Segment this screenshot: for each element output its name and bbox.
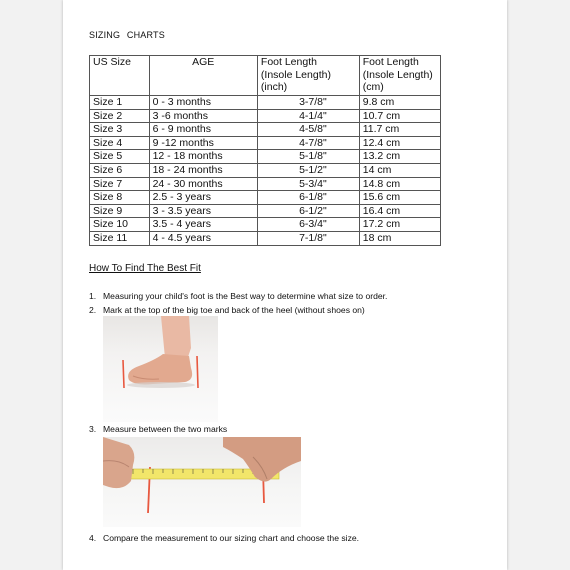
- table-row: [90, 109, 441, 123]
- cell-size: Size 1: [90, 96, 150, 110]
- cell-size: Size 4: [90, 136, 150, 150]
- cell-inch: 3-7/8": [257, 96, 359, 110]
- table-row: [90, 96, 441, 110]
- cell-inch: 6-3/4": [257, 218, 359, 232]
- cell-size: Size 3: [90, 123, 150, 137]
- step-number: 2.: [89, 305, 97, 315]
- cell-inch: 6-1/2": [257, 204, 359, 218]
- cell-inch: 4-1/4": [257, 109, 359, 123]
- step-number: 4.: [89, 533, 97, 543]
- step-text: Measure between the two marks: [103, 424, 228, 434]
- cell-cm: 12.4 cm: [359, 136, 440, 150]
- cell-cm: 17.2 cm: [359, 218, 440, 232]
- tape-measure-illustration: [103, 437, 301, 527]
- cell-size: Size 10: [90, 218, 150, 232]
- cell-age: 12 - 18 months: [149, 150, 257, 164]
- cell-inch: 5-1/8": [257, 150, 359, 164]
- document-page: [63, 0, 507, 570]
- step-text: Compare the measurement to our sizing chart and choose the size.: [103, 533, 360, 543]
- table-row: [90, 163, 441, 177]
- cell-cm: 13.2 cm: [359, 150, 440, 164]
- step-number: 3.: [89, 424, 97, 434]
- step-3: [89, 424, 227, 434]
- tape-measure-photo: [103, 437, 301, 527]
- cell-size: Size 11: [90, 231, 150, 245]
- cell-age: 3 - 3.5 years: [149, 204, 257, 218]
- cell-cm: 15.6 cm: [359, 191, 440, 205]
- cell-cm: 18 cm: [359, 231, 440, 245]
- cell-age: 0 - 3 months: [149, 96, 257, 110]
- cell-inch: 7-1/8": [257, 231, 359, 245]
- step-number: 1.: [89, 291, 97, 301]
- foot-marking-photo: [103, 316, 218, 422]
- table-row: [90, 136, 441, 150]
- cell-age: 4 - 4.5 years: [149, 231, 257, 245]
- step-4: [89, 533, 359, 543]
- header-us-size: US Size: [90, 56, 150, 96]
- cell-size: Size 9: [90, 204, 150, 218]
- cell-age: 2.5 - 3 years: [149, 191, 257, 205]
- foot-illustration: [103, 316, 218, 422]
- cell-age: 3 -6 months: [149, 109, 257, 123]
- cell-size: Size 5: [90, 150, 150, 164]
- step-text: Measuring your child's foot is the Best way to determine what size to order.: [103, 291, 388, 301]
- sizing-table: [89, 55, 441, 246]
- table-row: [90, 231, 441, 245]
- cell-age: 18 - 24 months: [149, 163, 257, 177]
- cell-inch: 4-7/8": [257, 136, 359, 150]
- cell-inch: 6-1/8": [257, 191, 359, 205]
- step-2: [89, 305, 365, 315]
- cell-cm: 14.8 cm: [359, 177, 440, 191]
- cell-cm: 10.7 cm: [359, 109, 440, 123]
- cell-cm: 9.8 cm: [359, 96, 440, 110]
- table-row: [90, 218, 441, 232]
- table-row: [90, 204, 441, 218]
- header-foot-length-cm: Foot Length (Insole Length) (cm): [359, 56, 440, 96]
- cell-inch: 5-1/2": [257, 163, 359, 177]
- cell-size: Size 2: [90, 109, 150, 123]
- step-1: [89, 291, 387, 301]
- cell-age: 9 -12 months: [149, 136, 257, 150]
- cell-cm: 14 cm: [359, 163, 440, 177]
- header-age: AGE: [149, 56, 257, 96]
- cell-size: Size 7: [90, 177, 150, 191]
- best-fit-heading: How To Find The Best Fit: [89, 263, 201, 274]
- cell-cm: 11.7 cm: [359, 123, 440, 137]
- cell-inch: 5-3/4": [257, 177, 359, 191]
- table-row: [90, 177, 441, 191]
- cell-inch: 4-5/8": [257, 123, 359, 137]
- cell-age: 6 - 9 months: [149, 123, 257, 137]
- step-text: Mark at the top of the big toe and back of the heel (without shoes on): [103, 305, 365, 315]
- cell-size: Size 6: [90, 163, 150, 177]
- cell-size: Size 8: [90, 191, 150, 205]
- document-title: SIZING CHARTS: [89, 30, 165, 40]
- table-header-row: [90, 56, 441, 96]
- cell-age: 3.5 - 4 years: [149, 218, 257, 232]
- table-row: [90, 191, 441, 205]
- cell-cm: 16.4 cm: [359, 204, 440, 218]
- table-row: [90, 123, 441, 137]
- table-row: [90, 150, 441, 164]
- cell-age: 24 - 30 months: [149, 177, 257, 191]
- header-foot-length-inch: Foot Length (Insole Length) (inch): [257, 56, 359, 96]
